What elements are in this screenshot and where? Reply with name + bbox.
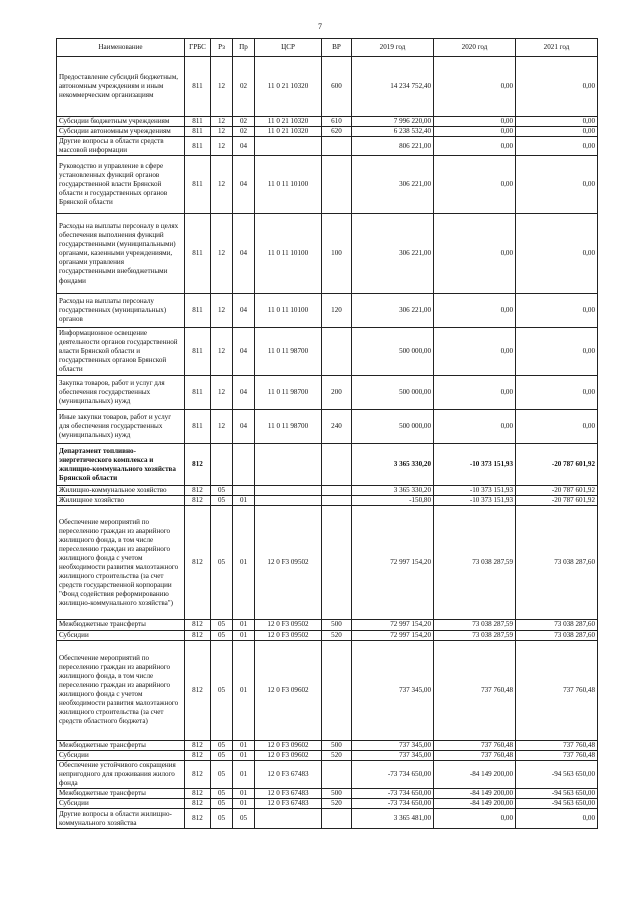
cell-csr: 12 0 F3 67483 (255, 789, 322, 799)
table-row (57, 486, 598, 496)
cell-y2019: 306 221,00 (352, 294, 434, 328)
cell-rz: 12 (211, 57, 233, 117)
cell-vr: 240 (322, 410, 352, 444)
cell-grbs: 811 (185, 410, 211, 444)
cell-pr: 01 (233, 760, 255, 788)
header-2021: 2021 год (516, 39, 598, 57)
cell-pr: 05 (233, 809, 255, 829)
cell-pr: 04 (233, 156, 255, 214)
table-header-row (57, 39, 598, 57)
cell-rz: 05 (211, 789, 233, 799)
header-rz: Рз (211, 39, 233, 57)
cell-grbs: 812 (185, 740, 211, 750)
cell-csr (255, 444, 322, 486)
cell-rz: 05 (211, 799, 233, 809)
cell-y2021: 73 038 287,60 (516, 506, 598, 620)
cell-vr: 600 (322, 57, 352, 117)
cell-vr: 520 (322, 630, 352, 640)
cell-csr: 11 0 21 10320 (255, 117, 322, 127)
cell-vr: 610 (322, 117, 352, 127)
cell-csr: 11 0 21 10320 (255, 127, 322, 137)
cell-grbs: 811 (185, 156, 211, 214)
cell-y2020: 73 038 287,59 (434, 620, 516, 630)
cell-name: Межбюджетные трансферты (57, 789, 185, 799)
cell-csr: 12 0 F3 09602 (255, 750, 322, 760)
cell-csr: 12 0 F3 67483 (255, 760, 322, 788)
cell-csr: 12 0 F3 09602 (255, 740, 322, 750)
cell-pr: 01 (233, 506, 255, 620)
cell-name: Расходы на выплаты персоналу в целях обеспечения выполнения функций государственными (муниципальными) органами, казенными учреждениями, органами управления государственными внебюджетными фондами (57, 214, 185, 294)
cell-y2019: 14 234 752,40 (352, 57, 434, 117)
cell-y2019: 737 345,00 (352, 750, 434, 760)
cell-vr: 620 (322, 127, 352, 137)
cell-y2021: 0,00 (516, 137, 598, 156)
header-vr: ВР (322, 39, 352, 57)
cell-y2019: 72 997 154,20 (352, 630, 434, 640)
cell-pr: 04 (233, 137, 255, 156)
cell-y2020: 0,00 (434, 117, 516, 127)
table-row (57, 444, 598, 486)
cell-pr (233, 486, 255, 496)
cell-y2020: -10 373 151,93 (434, 444, 516, 486)
cell-pr: 01 (233, 799, 255, 809)
cell-grbs: 812 (185, 444, 211, 486)
header-name: Наименование (57, 39, 185, 57)
cell-name: Субсидии автономным учреждениям (57, 127, 185, 137)
cell-y2019: 806 221,00 (352, 137, 434, 156)
cell-y2019: 500 000,00 (352, 376, 434, 410)
cell-y2019: -73 734 650,00 (352, 760, 434, 788)
cell-vr (322, 760, 352, 788)
cell-rz: 05 (211, 496, 233, 506)
cell-grbs: 812 (185, 496, 211, 506)
page-number: 7 (318, 22, 322, 31)
cell-y2019: 737 345,00 (352, 640, 434, 740)
table-row (57, 117, 598, 127)
cell-pr: 04 (233, 410, 255, 444)
cell-y2021: -94 563 650,00 (516, 760, 598, 788)
cell-y2019: 306 221,00 (352, 156, 434, 214)
cell-y2021: -20 787 601,92 (516, 496, 598, 506)
cell-name: Другие вопросы в области жилищно-коммунального хозяйства (57, 809, 185, 829)
cell-y2019: 7 996 220,00 (352, 117, 434, 127)
cell-y2019: 737 345,00 (352, 740, 434, 750)
cell-grbs: 812 (185, 506, 211, 620)
cell-pr (233, 444, 255, 486)
cell-rz (211, 444, 233, 486)
table-row (57, 740, 598, 750)
cell-grbs: 811 (185, 214, 211, 294)
cell-y2020: -84 149 200,00 (434, 799, 516, 809)
cell-y2019: -73 734 650,00 (352, 789, 434, 799)
cell-y2020: -10 373 151,93 (434, 496, 516, 506)
cell-grbs: 812 (185, 486, 211, 496)
header-2020: 2020 год (434, 39, 516, 57)
cell-y2020: -10 373 151,93 (434, 486, 516, 496)
cell-vr (322, 809, 352, 829)
table-row (57, 789, 598, 799)
cell-grbs: 811 (185, 57, 211, 117)
cell-vr: 200 (322, 376, 352, 410)
cell-grbs: 812 (185, 630, 211, 640)
cell-csr: 12 0 F3 09502 (255, 506, 322, 620)
cell-y2019: 500 000,00 (352, 328, 434, 376)
cell-pr: 02 (233, 57, 255, 117)
cell-pr: 02 (233, 117, 255, 127)
cell-pr: 04 (233, 294, 255, 328)
cell-csr: 11 0 11 10100 (255, 156, 322, 214)
cell-y2019: 6 238 532,40 (352, 127, 434, 137)
cell-grbs: 812 (185, 809, 211, 829)
cell-pr: 01 (233, 620, 255, 630)
cell-y2021: 0,00 (516, 809, 598, 829)
table-row (57, 750, 598, 760)
cell-pr: 01 (233, 789, 255, 799)
cell-y2021: 0,00 (516, 156, 598, 214)
table-row (57, 410, 598, 444)
cell-name: Обеспечение устойчивого сокращения непригодного для проживания жилого фонда (57, 760, 185, 788)
table-row (57, 156, 598, 214)
cell-vr (322, 328, 352, 376)
cell-vr (322, 486, 352, 496)
cell-name: Субсидии (57, 799, 185, 809)
cell-name: Жилищное хозяйство (57, 496, 185, 506)
budget-table (56, 38, 598, 829)
cell-grbs: 812 (185, 799, 211, 809)
cell-rz: 05 (211, 620, 233, 630)
cell-rz: 12 (211, 156, 233, 214)
table-row (57, 799, 598, 809)
cell-name: Субсидии (57, 630, 185, 640)
cell-pr: 01 (233, 630, 255, 640)
cell-csr: 11 0 21 10320 (255, 57, 322, 117)
cell-rz: 12 (211, 117, 233, 127)
cell-name: Информационное освещение деятельности органов государственной власти Брянской области и государственных органов Брянской области (57, 328, 185, 376)
cell-y2021: 737 760,48 (516, 640, 598, 740)
cell-y2020: -84 149 200,00 (434, 789, 516, 799)
cell-rz: 05 (211, 630, 233, 640)
cell-y2021: -20 787 601,92 (516, 444, 598, 486)
cell-y2021: 73 038 287,60 (516, 620, 598, 630)
cell-y2020: 73 038 287,59 (434, 506, 516, 620)
cell-grbs: 812 (185, 789, 211, 799)
table-row (57, 328, 598, 376)
cell-rz: 05 (211, 740, 233, 750)
table-row (57, 376, 598, 410)
cell-name: Предоставление субсидий бюджетным, автономным учреждениям и иным некоммерческим организациям (57, 57, 185, 117)
table-row (57, 214, 598, 294)
cell-rz: 05 (211, 506, 233, 620)
cell-grbs: 811 (185, 117, 211, 127)
table-row (57, 57, 598, 117)
cell-rz: 12 (211, 137, 233, 156)
cell-y2020: 0,00 (434, 137, 516, 156)
cell-y2020: 0,00 (434, 410, 516, 444)
cell-csr: 11 0 11 98700 (255, 376, 322, 410)
cell-pr: 04 (233, 376, 255, 410)
cell-name: Другие вопросы в области средств массовой информации (57, 137, 185, 156)
cell-grbs: 811 (185, 137, 211, 156)
cell-csr: 11 0 11 98700 (255, 328, 322, 376)
cell-y2019: 3 365 481,00 (352, 809, 434, 829)
cell-y2020: 0,00 (434, 214, 516, 294)
cell-rz: 12 (211, 410, 233, 444)
cell-y2019: 3 365 330,20 (352, 444, 434, 486)
cell-y2021: 0,00 (516, 328, 598, 376)
cell-y2020: 0,00 (434, 156, 516, 214)
table-row (57, 620, 598, 630)
cell-grbs: 812 (185, 640, 211, 740)
cell-y2020: 73 038 287,59 (434, 630, 516, 640)
cell-y2019: 306 221,00 (352, 214, 434, 294)
cell-vr: 520 (322, 799, 352, 809)
cell-pr: 04 (233, 328, 255, 376)
cell-y2021: 0,00 (516, 117, 598, 127)
cell-name: Субсидии бюджетным учреждениям (57, 117, 185, 127)
cell-y2019: 500 000,00 (352, 410, 434, 444)
cell-rz: 05 (211, 760, 233, 788)
header-csr: ЦСР (255, 39, 322, 57)
cell-y2021: 0,00 (516, 294, 598, 328)
header-grbs: ГРБС (185, 39, 211, 57)
cell-name: Межбюджетные трансферты (57, 740, 185, 750)
cell-grbs: 812 (185, 750, 211, 760)
cell-rz: 12 (211, 376, 233, 410)
cell-vr: 500 (322, 620, 352, 630)
cell-y2019: -73 734 650,00 (352, 799, 434, 809)
cell-csr: 11 0 11 10100 (255, 294, 322, 328)
cell-grbs: 811 (185, 328, 211, 376)
table-row (57, 506, 598, 620)
header-2019: 2019 год (352, 39, 434, 57)
cell-vr (322, 506, 352, 620)
cell-rz: 05 (211, 809, 233, 829)
cell-csr: 11 0 11 10100 (255, 214, 322, 294)
cell-y2021: 737 760,48 (516, 750, 598, 760)
cell-grbs: 811 (185, 294, 211, 328)
table-row (57, 640, 598, 740)
cell-y2019: -150,80 (352, 496, 434, 506)
cell-vr: 120 (322, 294, 352, 328)
cell-rz: 05 (211, 486, 233, 496)
table-row (57, 496, 598, 506)
cell-y2020: 737 760,48 (434, 750, 516, 760)
table-row (57, 127, 598, 137)
cell-rz: 12 (211, 294, 233, 328)
cell-name: Департамент топливно-энергетического комплекса и жилищно-коммунального хозяйства Брянской области (57, 444, 185, 486)
cell-y2020: 0,00 (434, 294, 516, 328)
cell-csr (255, 809, 322, 829)
cell-y2020: 0,00 (434, 57, 516, 117)
cell-grbs: 812 (185, 620, 211, 630)
header-pr: Пр (233, 39, 255, 57)
cell-name: Жилищно-коммунальное хозяйство (57, 486, 185, 496)
cell-vr: 100 (322, 214, 352, 294)
cell-rz: 12 (211, 214, 233, 294)
cell-y2019: 72 997 154,20 (352, 506, 434, 620)
cell-grbs: 811 (185, 376, 211, 410)
cell-rz: 12 (211, 127, 233, 137)
table-row (57, 760, 598, 788)
cell-pr: 01 (233, 496, 255, 506)
cell-vr: 500 (322, 789, 352, 799)
cell-y2021: 0,00 (516, 410, 598, 444)
cell-y2019: 3 365 330,20 (352, 486, 434, 496)
cell-name: Расходы на выплаты персоналу государственных (муниципальных) органов (57, 294, 185, 328)
table-row (57, 630, 598, 640)
cell-name: Субсидии (57, 750, 185, 760)
cell-csr: 12 0 F3 09502 (255, 630, 322, 640)
cell-name: Закупка товаров, работ и услуг для обеспечения государственных (муниципальных) нужд (57, 376, 185, 410)
cell-y2020: 0,00 (434, 809, 516, 829)
cell-name: Обеспечение мероприятий по переселению граждан из аварийного жилищного фонда, в том числе переселению граждан из аварийного жилищного фонда с учетом необходимости развития малоэтажного жилищного строительства (за счет средств областного бюджета) (57, 640, 185, 740)
cell-y2020: 0,00 (434, 328, 516, 376)
cell-name: Руководство и управление в сфере установленных функций органов государственной власти Брянской области и государственных органов Брянской области (57, 156, 185, 214)
cell-y2021: 0,00 (516, 376, 598, 410)
cell-csr (255, 496, 322, 506)
cell-vr (322, 137, 352, 156)
cell-y2020: 737 760,48 (434, 740, 516, 750)
table-row (57, 809, 598, 829)
cell-name: Обеспечение мероприятий по переселению граждан из аварийного жилищного фонда, в том числе переселению граждан из аварийного жилищного фонда с учетом необходимости развития малоэтажного жилищного строительства (за счет средств государственной корпорации "Фонд содействия реформированию жилищно-коммунального хозяйства") (57, 506, 185, 620)
cell-csr (255, 137, 322, 156)
cell-y2021: 737 760,48 (516, 740, 598, 750)
cell-vr (322, 640, 352, 740)
cell-name: Межбюджетные трансферты (57, 620, 185, 630)
cell-vr (322, 496, 352, 506)
cell-y2021: -20 787 601,92 (516, 486, 598, 496)
cell-y2020: 0,00 (434, 376, 516, 410)
table-row (57, 294, 598, 328)
cell-csr: 12 0 F3 67483 (255, 799, 322, 809)
cell-y2021: -94 563 650,00 (516, 799, 598, 809)
cell-vr (322, 156, 352, 214)
cell-y2020: 0,00 (434, 127, 516, 137)
cell-vr (322, 444, 352, 486)
cell-pr: 02 (233, 127, 255, 137)
cell-y2021: 73 038 287,60 (516, 630, 598, 640)
cell-pr: 01 (233, 640, 255, 740)
cell-rz: 05 (211, 640, 233, 740)
cell-name: Иные закупки товаров, работ и услуг для обеспечения государственных (муниципальных) нужд (57, 410, 185, 444)
cell-rz: 05 (211, 750, 233, 760)
cell-y2021: 0,00 (516, 57, 598, 117)
cell-pr: 01 (233, 750, 255, 760)
cell-y2020: -84 149 200,00 (434, 760, 516, 788)
cell-vr: 500 (322, 740, 352, 750)
cell-grbs: 811 (185, 127, 211, 137)
cell-y2021: -94 563 650,00 (516, 789, 598, 799)
cell-pr: 01 (233, 740, 255, 750)
table-row (57, 137, 598, 156)
cell-y2020: 737 760,48 (434, 640, 516, 740)
cell-csr (255, 486, 322, 496)
cell-csr: 12 0 F3 09602 (255, 640, 322, 740)
cell-vr: 520 (322, 750, 352, 760)
cell-y2021: 0,00 (516, 127, 598, 137)
cell-rz: 12 (211, 328, 233, 376)
cell-y2019: 72 997 154,20 (352, 620, 434, 630)
cell-csr: 11 0 11 98700 (255, 410, 322, 444)
cell-grbs: 812 (185, 760, 211, 788)
cell-y2021: 0,00 (516, 214, 598, 294)
cell-csr: 12 0 F3 09502 (255, 620, 322, 630)
cell-pr: 04 (233, 214, 255, 294)
